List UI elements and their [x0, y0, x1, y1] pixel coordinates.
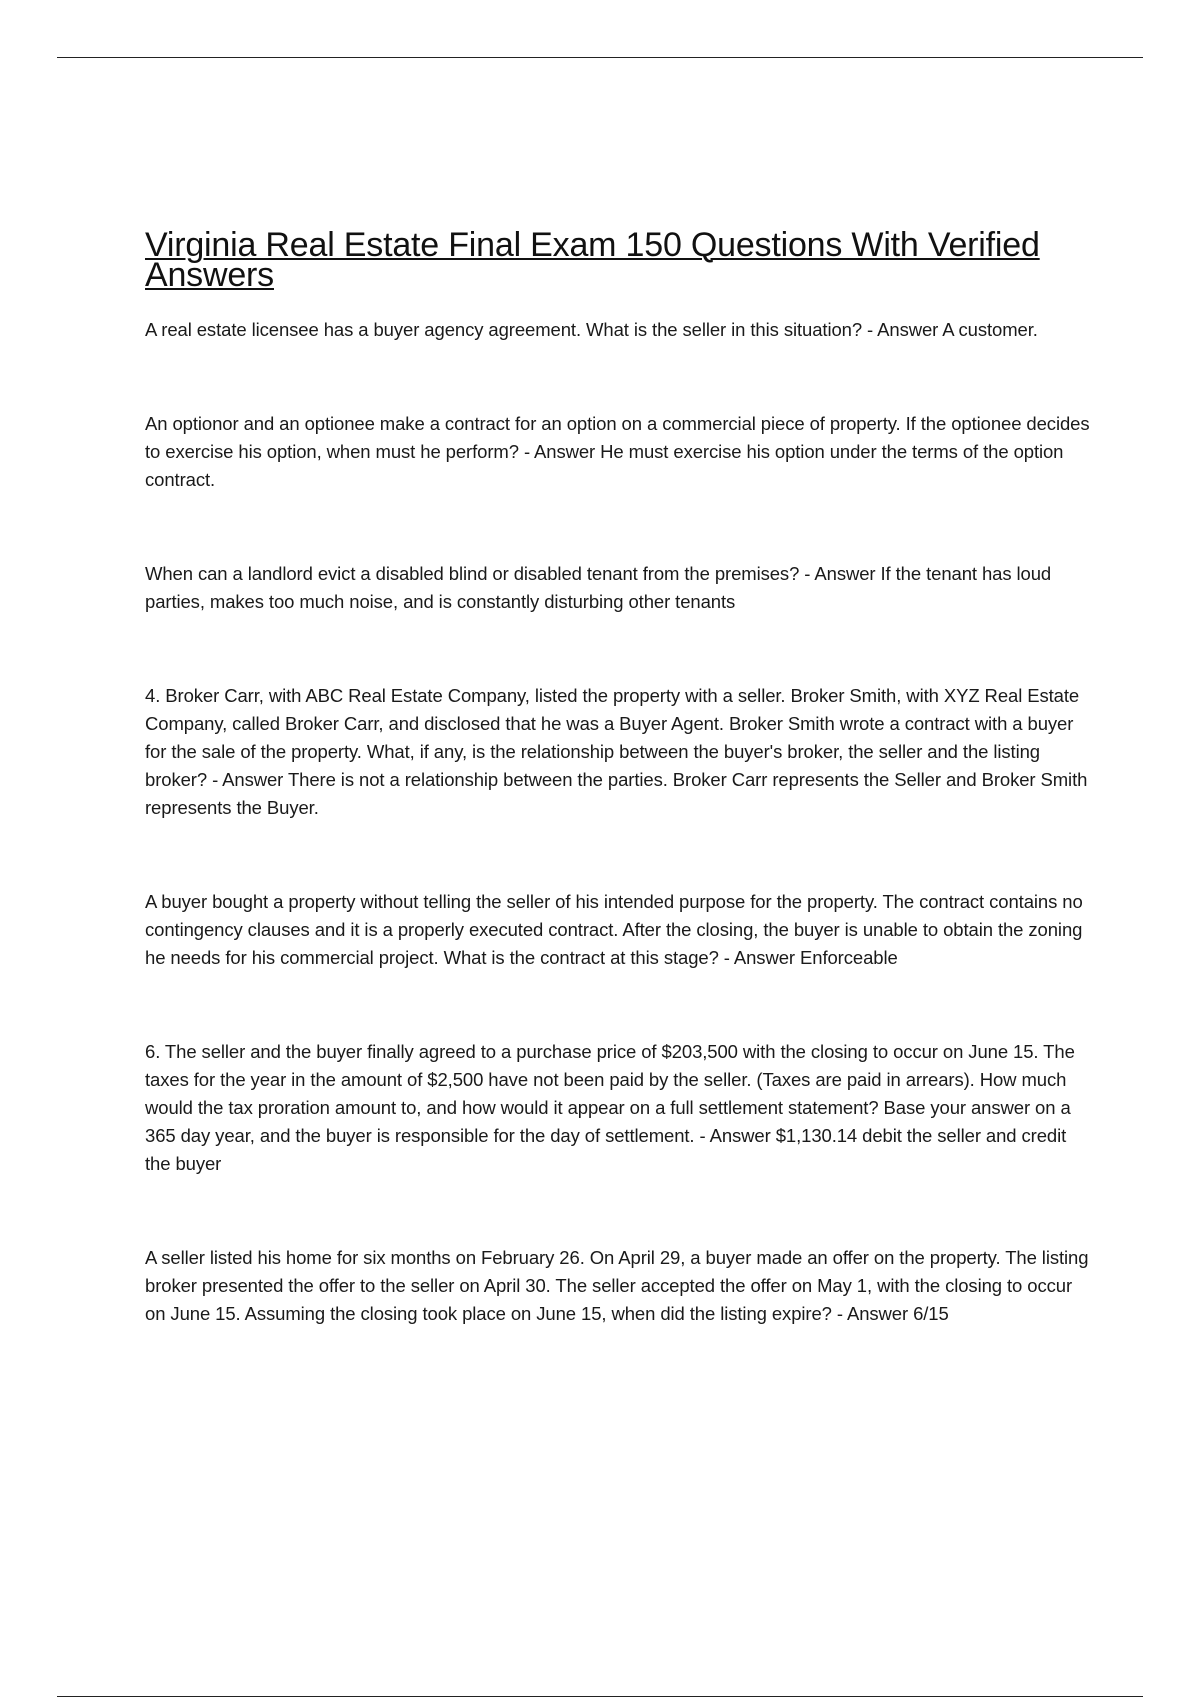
qa-item: An optionor and an optionee make a contract for an option on a commercial piece of property. If the optionee decides to exercise his option, when must he perform? - Answer He must exercise his option under the terms of the option contract. — [145, 413, 1090, 490]
qa-item: When can a landlord evict a disabled blind or disabled tenant from the premises? - Answer If the tenant has loud parties, makes too much noise, and is constantly disturbing other tenants — [145, 563, 1052, 612]
bottom-rule — [57, 1696, 1143, 1697]
qa-list — [145, 316, 1090, 1328]
qa-item: 4. Broker Carr, with ABC Real Estate Company, listed the property with a seller. Broker Smith, with XYZ Real Estate Company, called Broker Carr, and disclosed that he was a Buyer Agent. Broker Smith wrote a contract with a buyer for the sale of the property. What, if any, is the relationship between the buyer's broker, the seller and the listing broker? - Answer There is not a relationship between the parties. Broker Carr represents the Seller and Broker Smith represents the Buyer. — [145, 685, 1088, 818]
qa-item: A seller listed his home for six months on February 26. On April 29, a buyer made an offer on the property. The listing broker presented the offer to the seller on April 30. The seller accepted the offer on May 1, with the closing to occur on June 15. Assuming the closing took place on June 15, when did the listing expire? - Answer 6/15 — [145, 1247, 1089, 1324]
document-title: Virginia Real Estate Final Exam 150 Questions With Verified Answers — [145, 226, 1040, 294]
qa-item: A buyer bought a property without telling the seller of his intended purpose for the property. The contract contains no contingency clauses and it is a properly executed contract. After the closing, the buyer is unable to obtain the zoning he needs for his commercial project. What is the contract at this stage? - Answer Enforceable — [145, 891, 1083, 968]
document-body — [145, 226, 1090, 1394]
qa-item: A real estate licensee has a buyer agency agreement. What is the seller in this situation? - Answer A customer. — [145, 319, 1038, 340]
qa-item: 6. The seller and the buyer finally agreed to a purchase price of $203,500 with the closing to occur on June 15. The taxes for the year in the amount of $2,500 have not been paid by the seller. (Taxes are paid in arrears). How much would the tax proration amount to, and how would it appear on a full settlement statement? Base your answer on a 365 day year, and the buyer is responsible for the day of settlement. - Answer $1,130.14 debit the seller and credit the buyer — [145, 1041, 1075, 1174]
top-rule — [57, 57, 1143, 58]
